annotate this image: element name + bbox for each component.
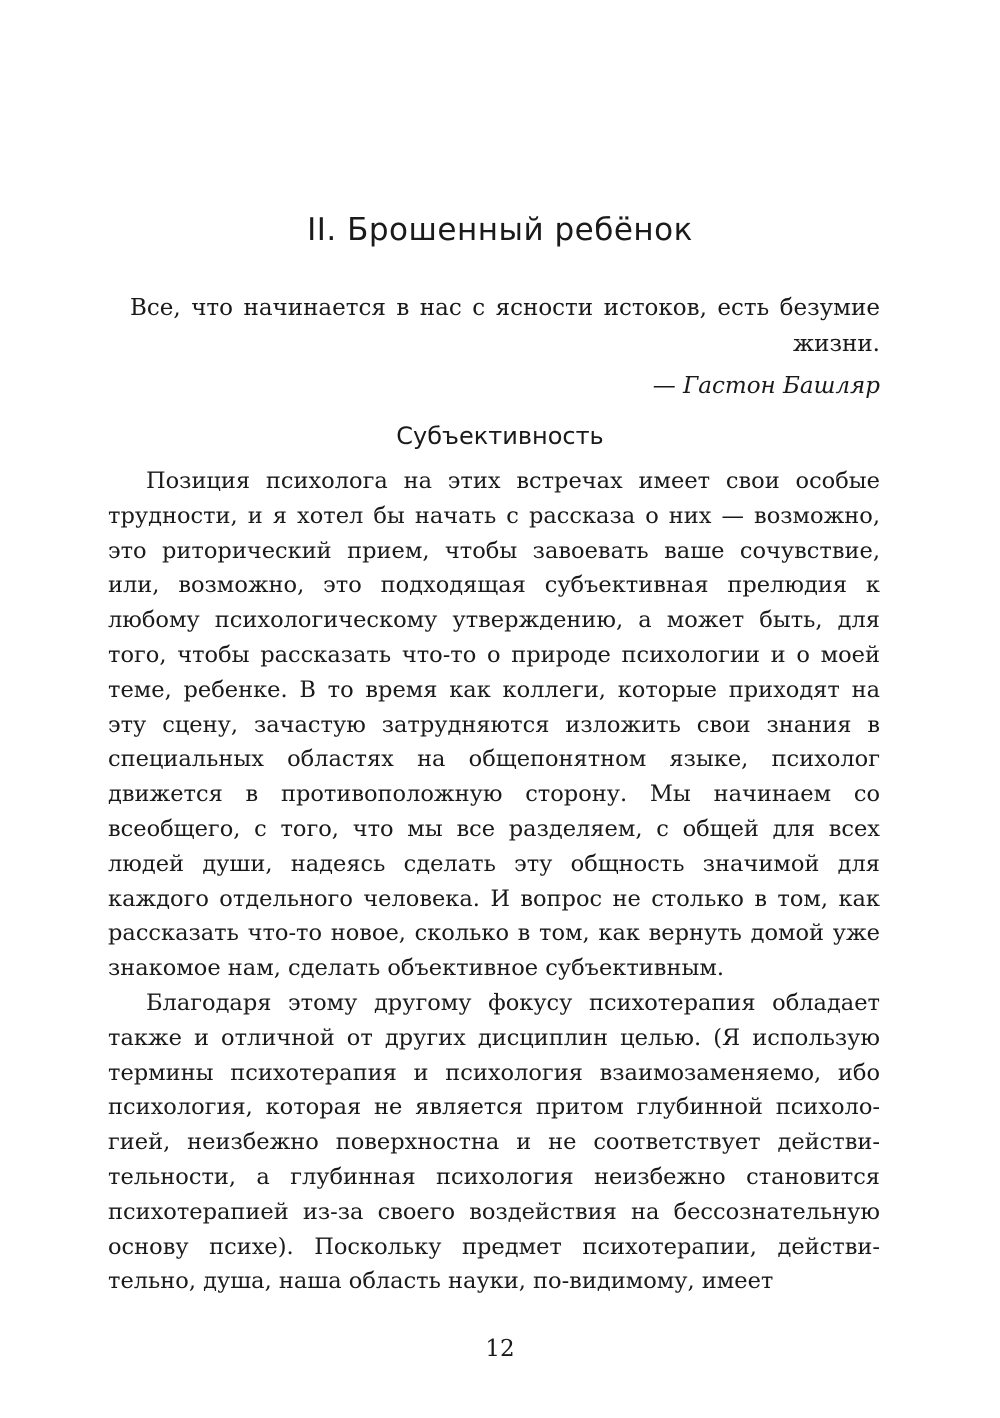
body-text [108, 464, 880, 1299]
paragraph: Позиция психолога на этих встречах имеет свои особые трудности, и я хотел бы начать с рассказа о них — возможно, это риторический прием, чтобы завоевать ваше сочувствие, или, возможно, это подходящая субъективная прелюдия к любому психологическому утверждению, а может быть, для того, чтобы рассказать что-то о природе психологии и о моей теме, ребенке. В то время как коллеги, которые приходят на эту сцену, зачастую затрудняются изложить свои знания в специальных областях на общепонятном языке, психолог движется в противоположную сторону. Мы начинаем со всеобщего, с того, что мы все разделяем, с общей для всех людей души, надеясь сделать эту общность значимой для каждого отдельного человека. И вопрос не столько в том, как рассказать что-то новое, сколько в том, как вернуть домой уже знакомое нам, сделать объективное субъективным. [108, 468, 880, 982]
epigraph-quote: Все, что начинается в нас с ясности истоков, есть безумие жизни. [130, 295, 880, 357]
epigraph-author: — Гастон Башляр [652, 373, 880, 399]
page-number: 12 [485, 1336, 515, 1362]
section-title: Субъективность [396, 422, 604, 450]
chapter-title: II. Брошенный ребёнок [307, 212, 693, 248]
paragraph: Благодаря этому другому фокусу психотерапия обладает также и отличной от других дисциплин целью. (Я использую термины психотерапия и психология взаимозаменяемо, ибо психология, которая не является притом глубинной психологией, неизбежно поверхностна и не соответствует действительности, а глубинная психология неизбежно становится психотерапией из-за своего воздействия на бессознательную основу психе). Поскольку предмет психотерапии, действительно, душа, наша область науки, по-видимому, имеет [108, 989, 880, 1295]
